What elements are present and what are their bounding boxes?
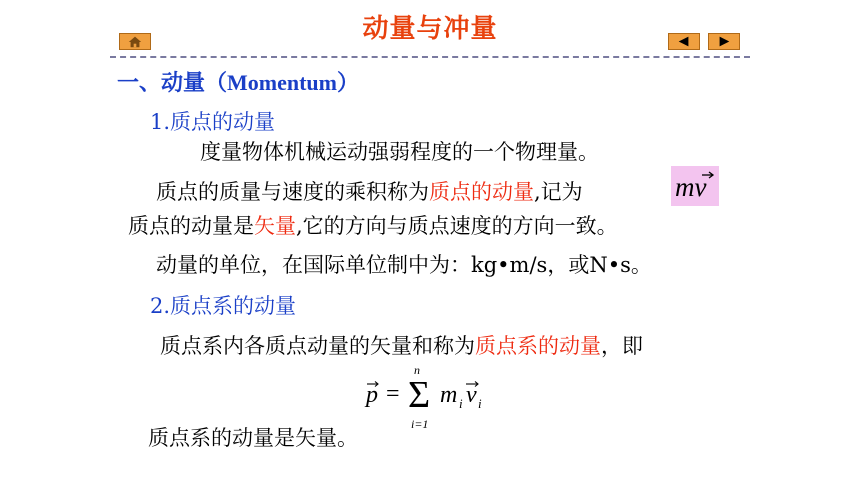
slide-title: 动量与冲量 <box>362 14 498 44</box>
sub1-line-2 <box>156 176 583 206</box>
sub2-line-1-c: ，即 <box>601 334 643 358</box>
sub1-line-3-a: 质点的动量是 <box>128 214 254 238</box>
svg-text:mv: mv <box>675 172 707 202</box>
section-heading-cn: 一、动量（ <box>117 70 228 96</box>
home-icon <box>120 34 150 49</box>
right-triangle-icon <box>709 34 739 49</box>
formula-m: m <box>440 382 458 408</box>
formula-v-sub: i <box>478 396 482 411</box>
sub1-line-3 <box>128 210 618 240</box>
subsection-1-heading: 1.质点的动量 <box>150 110 276 134</box>
sub1-line-2-a: 质点的质量与速度的乘积称为 <box>156 180 429 204</box>
subsection-2-heading: 2.质点系的动量 <box>150 294 297 318</box>
formula-lower-limit: i=1 <box>411 417 429 431</box>
formula-sigma: Σ <box>408 374 431 416</box>
section-heading <box>117 66 359 97</box>
formula-upper-limit: n <box>414 363 420 377</box>
term-particle-momentum: 质点的动量 <box>429 180 534 204</box>
formula-lhs: p <box>366 382 378 408</box>
home-button[interactable] <box>119 33 151 50</box>
formula-m-sub: i <box>459 396 463 411</box>
sub1-line-1: 度量物体机械运动强弱程度的一个物理量。 <box>200 140 599 164</box>
formula-v: v <box>466 382 477 408</box>
sub2-line-2: 质点系的动量是矢量。 <box>148 426 358 450</box>
term-vector: 矢量 <box>254 214 296 238</box>
sub1-line-2-c: ,记为 <box>534 180 583 204</box>
title-divider <box>110 56 750 58</box>
sub2-line-1 <box>160 330 643 360</box>
mv-formula-graphic <box>671 166 719 206</box>
system-momentum-formula-graphic <box>360 358 500 438</box>
prev-slide-button[interactable] <box>668 33 700 50</box>
term-system-momentum: 质点系的动量 <box>475 334 601 358</box>
sub1-line-4: 动量的单位，在国际单位制中为：kg•m/s，或N•s。 <box>156 253 652 277</box>
system-momentum-formula <box>360 358 500 442</box>
formula-equals: = <box>386 381 400 407</box>
next-slide-button[interactable] <box>708 33 740 50</box>
section-heading-close: ） <box>337 70 360 96</box>
sub2-line-1-a: 质点系内各质点动量的矢量和称为 <box>160 334 475 358</box>
left-triangle-icon <box>669 34 699 49</box>
section-heading-en: Momentum <box>227 70 337 95</box>
sub1-line-3-c: ,它的方向与质点速度的方向一致。 <box>296 214 618 238</box>
mv-formula <box>671 166 719 206</box>
